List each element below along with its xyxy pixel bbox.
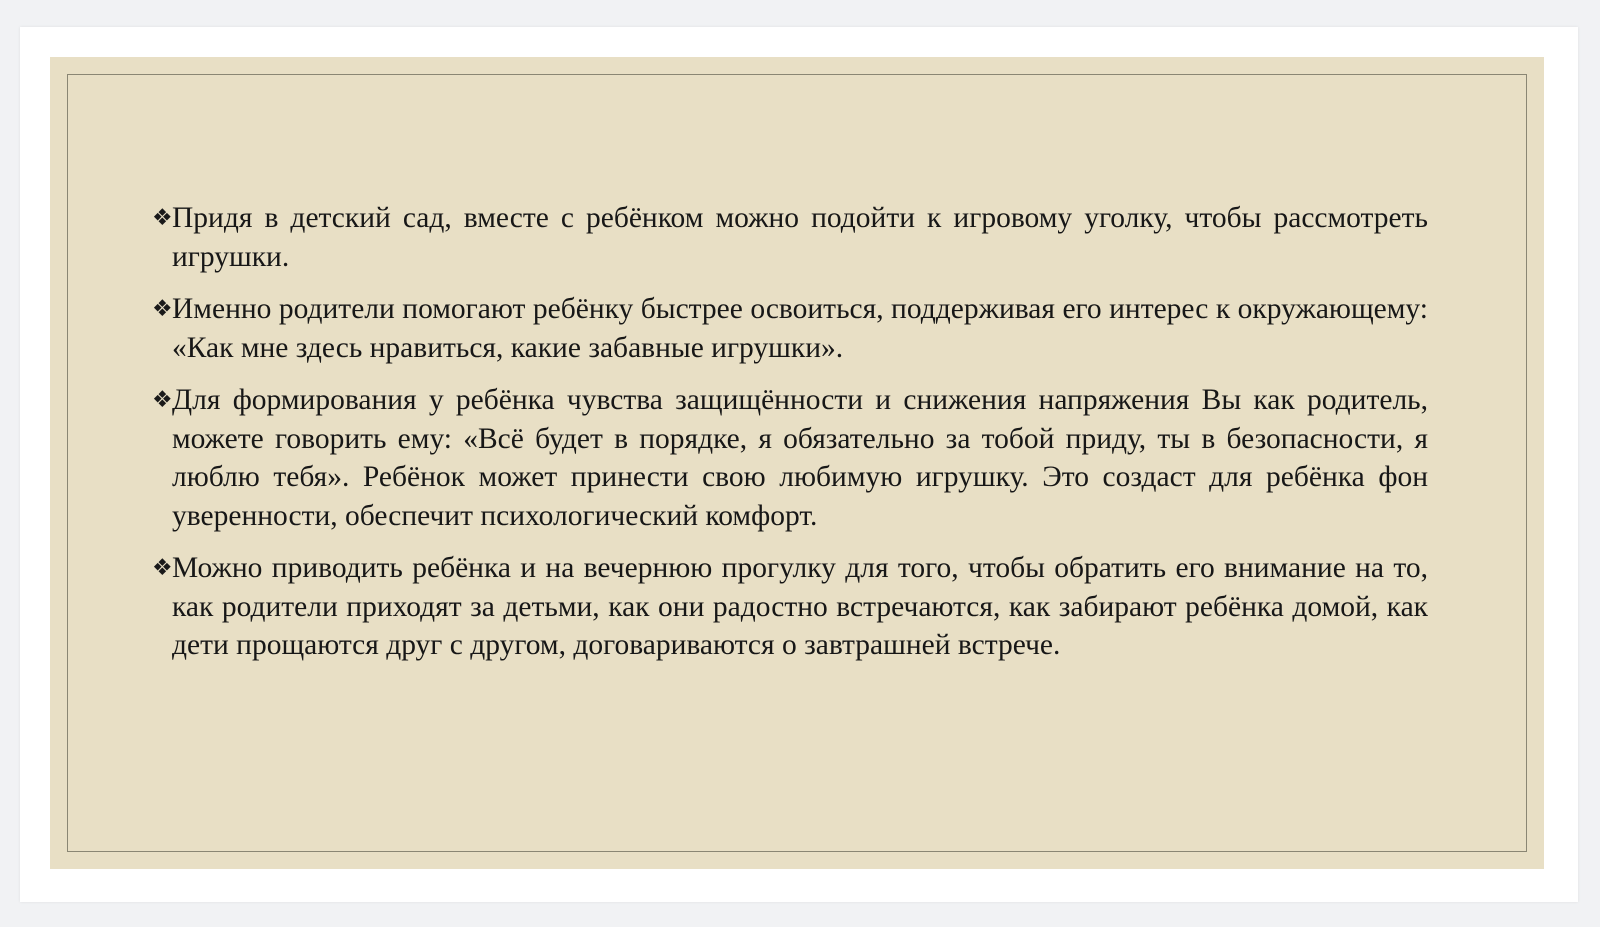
four-diamond-bullet-icon: ❖ bbox=[152, 555, 173, 581]
list-item bbox=[152, 549, 1428, 665]
bullet-text: Для формирования у ребёнка чувства защищённости и снижения напряжения Вы как родитель, можете говорить ему: «Всё будет в порядке, я обязательно за тобой приду, ты в безопасности, я люблю тебя». Ребёнок может принести свою любимую игрушку. Это создаст для ребёнка фон уверенности, обеспечит психологический комфорт. bbox=[172, 384, 1428, 532]
bullet-text: Придя в детский сад, вместе с ребёнком можно подойти к игровому уголку, чтобы рассмотреть игрушки. bbox=[172, 202, 1428, 273]
four-diamond-bullet-icon: ❖ bbox=[152, 296, 173, 322]
bullet-text: Именно родители помогают ребёнку быстрее освоиться, поддерживая его интерес к окружающему: «Как мне здесь нравиться, какие забавные игрушки». bbox=[172, 293, 1428, 364]
bullet-text: Можно приводить ребёнка и на вечернюю прогулку для того, чтобы обратить его внимание на то, как родители приходят за детьми, как они радостно встречаются, как забирают ребёнка домой, как дети прощаются друг с другом, договариваются о завтрашней встрече. bbox=[172, 552, 1428, 661]
bullet-list bbox=[152, 199, 1428, 679]
list-item bbox=[152, 381, 1428, 535]
four-diamond-bullet-icon: ❖ bbox=[152, 387, 173, 413]
four-diamond-bullet-icon: ❖ bbox=[152, 205, 173, 231]
list-item bbox=[152, 199, 1428, 276]
slide bbox=[50, 57, 1544, 869]
document-page bbox=[20, 27, 1578, 902]
list-item bbox=[152, 290, 1428, 367]
